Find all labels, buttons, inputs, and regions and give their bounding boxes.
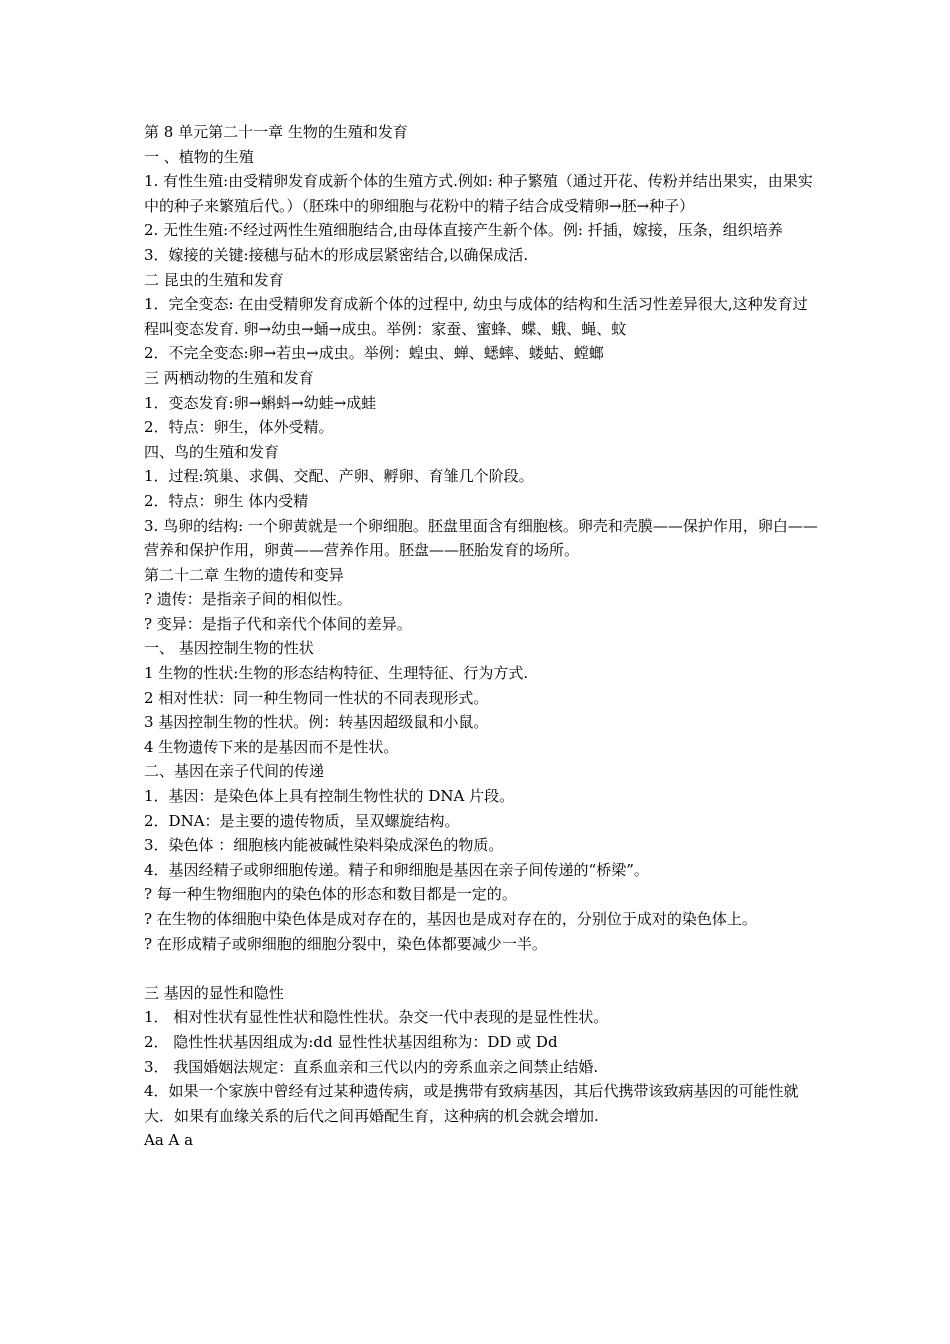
paragraph: 1. 有性生殖:由受精卵发育成新个体的生殖方式.例如: 种子繁殖（通过开花、传粉并结出果实，由果实中的种子来繁殖后代。）（胚珠中的卵细胞与花粉中的精子结合成受精卵→胚→种子） <box>144 172 813 215</box>
paragraph: 1．基因：是染色体上具有控制生物性状的 DNA 片段。 <box>144 787 515 806</box>
section-heading: 二 昆虫的生殖和发育 <box>144 270 284 289</box>
paragraph: ? 每一种生物细胞内的染色体的形态和数目都是一定的。 <box>144 885 517 904</box>
chapter-title: 第二十二章 生物的遗传和变异 <box>144 565 344 584</box>
paragraph: 3．嫁接的关键:接穗与砧木的形成层紧密结合,以确保成活. <box>144 245 529 264</box>
section-heading: 一、 基因控制生物的性状 <box>144 639 314 658</box>
paragraph: 1． 相对性状有显性性状和隐性性状。杂交一代中表现的是显性性状。 <box>144 1008 609 1027</box>
paragraph: 4．基因经精子或卵细胞传递。精子和卵细胞是基因在亲子间传递的“桥梁”。 <box>144 860 649 879</box>
paragraph: 2． 隐性性状基因组成为:dd 显性性状基因组称为：DD 或 Dd <box>144 1032 558 1051</box>
section-heading: 三 基因的显性和隐性 <box>144 983 284 1002</box>
paragraph: ? 在形成精子或卵细胞的细胞分裂中，染色体都要减少一半。 <box>144 934 547 953</box>
paragraph: ? 遗传：是指亲子间的相似性。 <box>144 590 352 609</box>
paragraph: ? 在生物的体细胞中染色体是成对存在的，基因也是成对存在的，分别位于成对的染色体上。 <box>144 910 757 928</box>
paragraph: 1．变态发育:卵→蝌蚪→幼蛙→成蛙 <box>144 393 377 412</box>
paragraph: 1 生物的性状:生物的形态结构特征、生理特征、行为方式. <box>144 664 529 683</box>
paragraph: ? 变异：是指子代和亲代个体间的差异。 <box>144 614 412 633</box>
paragraph: 2 相对性状：同一种生物同一性状的不同表现形式。 <box>144 688 489 707</box>
paragraph: 4．如果一个家族中曾经有过某种遗传病，或是携带有致病基因，其后代携带该致病基因的可能性就大．如果有血缘关系的后代之间再婚配生育，这种病的机会就会增加. <box>144 1082 799 1125</box>
chapter-title: 第 8 单元第二十一章 生物的生殖和发育 <box>144 123 408 141</box>
paragraph: 2．不完全变态:卵→若虫→成虫。举例：蝗虫、蝉、蟋蟀、蝼蛄、螳螂 <box>144 344 604 363</box>
section-heading: 一 、植物的生殖 <box>144 147 254 166</box>
paragraph: 2. 无性生殖:不经过两性生殖细胞结合,由母体直接产生新个体。例: 扦插，嫁接，压条，组织培养 <box>144 221 783 240</box>
section-heading: 三 两栖动物的生殖和发育 <box>144 368 314 387</box>
paragraph: 3．染色体 ：细胞核内能被碱性染料染成深色的物质。 <box>144 836 504 855</box>
paragraph: 2．DNA：是主要的遗传物质，呈双螺旋结构。 <box>144 811 460 830</box>
paragraph: 3. 鸟卵的结构: 一个卵黄就是一个卵细胞。胚盘里面含有细胞核。卵壳和壳膜——保护作用，卵白——营养和保护作用，卵黄——营养作用。胚盘——胚胎发育的场所。 <box>144 516 818 560</box>
paragraph: 3． 我国婚姻法规定：直系血亲和三代以内的旁系血亲之间禁止结婚. <box>144 1057 599 1076</box>
section-heading: 二、基因在亲子代间的传递 <box>144 762 325 781</box>
section-heading: 四、鸟的生殖和发育 <box>144 442 280 461</box>
blank-line <box>144 956 820 981</box>
paragraph: 1．完全变态: 在由受精卵发育成新个体的过程中, 幼虫与成体的结构和生活习性差异很大,这种发育过程叫变态发育. 卵→幼虫→蛹→成虫。举例：家蚕、蜜蜂、蝶、蛾、蝇、蚊 <box>144 295 808 338</box>
paragraph: 2．特点：卵生 体内受精 <box>144 491 309 510</box>
paragraph: 3 基因控制生物的性状。例：转基因超级鼠和小鼠。 <box>144 713 489 732</box>
paragraph: 4 生物遗传下来的是基因而不是性状。 <box>144 737 399 756</box>
paragraph: 1．过程:筑巢、求偶、交配、产卵、孵卵、育雏几个阶段。 <box>144 467 534 486</box>
paragraph: 2．特点：卵生，体外受精。 <box>144 418 334 437</box>
paragraph: Aa A a <box>144 1131 194 1150</box>
